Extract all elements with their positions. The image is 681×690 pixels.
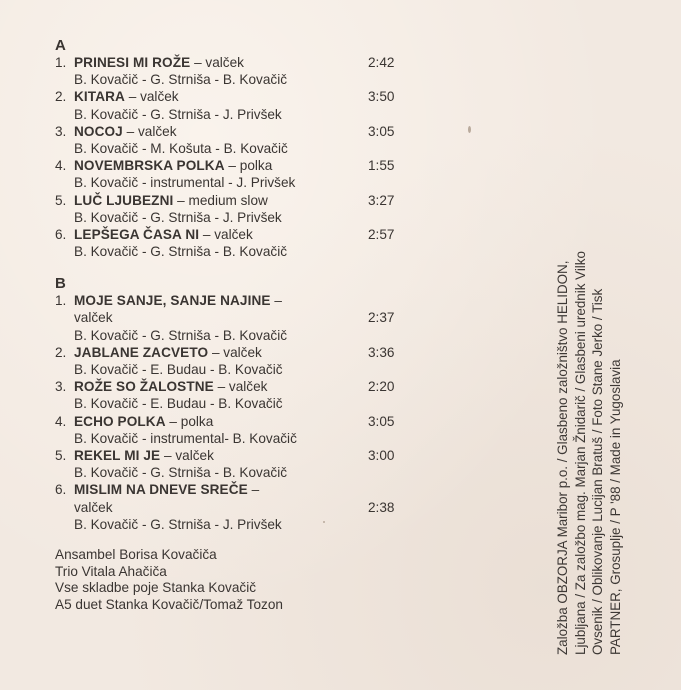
track-title: REKEL MI JE <box>74 447 161 463</box>
track-style: – <box>247 482 260 498</box>
track-style-continued: valček <box>74 310 113 326</box>
colophon-line: PARTNER, Grosuplje / P '88 / Made in Yugoslavia <box>607 359 623 655</box>
track-number: 5. <box>55 447 67 463</box>
track-credit: B. Kovačič - M. Košuta - B. Kovačič <box>74 140 288 156</box>
track-title: ECHO POLKA <box>74 413 166 429</box>
track-style: – valček <box>208 344 262 360</box>
track-style-continued-row <box>55 309 415 326</box>
track-style-continued: valček <box>74 499 113 515</box>
track-style: – valček <box>122 123 177 139</box>
track-title-row <box>55 123 415 140</box>
track-duration: 2:42 <box>368 55 395 70</box>
track-number: 1. <box>55 293 67 309</box>
track-number: 2. <box>55 89 67 105</box>
track-title-row <box>55 88 415 105</box>
colophon-rotated <box>554 115 624 655</box>
side-b-tracks <box>55 292 415 533</box>
performer-line: Vse skladbe poje Stanka Kovačič <box>55 580 257 595</box>
track-title: NOVEMBRSKA POLKA <box>74 158 225 174</box>
track-duration: 1:55 <box>368 158 395 174</box>
track-number: 3. <box>55 123 67 139</box>
track-duration: 3:27 <box>368 192 395 208</box>
track-credit: B. Kovačič - E. Budau - B. Kovačič <box>74 362 283 377</box>
track-title: PRINESI MI ROŽE <box>74 55 191 70</box>
track-duration: 3:05 <box>368 123 395 139</box>
side-a-tracks <box>55 54 415 260</box>
track-credit: B. Kovačič - G. Strniša - B. Kovačič <box>74 72 288 88</box>
track-style: – <box>270 293 282 309</box>
track-title: ROŽE SO ŽALOSTNE <box>74 379 214 395</box>
track-credit: B. Kovačič - G. Strniša - B. Kovačič <box>74 327 288 343</box>
track-number: 5. <box>55 192 67 208</box>
track-number: 2. <box>55 344 67 360</box>
track-number: 3. <box>55 379 67 395</box>
track-title: LUČ LJUBEZNI <box>74 192 174 208</box>
track-credit: B. Kovačič - G. Strniša - J. Privšek <box>74 209 282 225</box>
track-title-row <box>55 157 415 174</box>
track-number: 1. <box>55 55 67 70</box>
track-title: LEPŠEGA ČASA NI <box>74 226 200 242</box>
track-style: – valček <box>199 226 253 242</box>
track-style: – valček <box>124 89 179 105</box>
track-title: KITARA <box>74 89 125 105</box>
track-credit: B. Kovačič - E. Budau - B. Kovačič <box>74 396 283 412</box>
track-duration: 3:00 <box>368 447 395 463</box>
tracklist <box>55 37 415 533</box>
track-title: NOCOJ <box>74 123 123 139</box>
track-credit: B. Kovačič - instrumental- B. Kovačič <box>74 430 297 446</box>
track-duration: 3:05 <box>368 413 395 429</box>
track-title-row <box>55 292 415 309</box>
track-title-row <box>55 226 415 243</box>
track-number: 4. <box>55 413 67 429</box>
track-number: 4. <box>55 158 67 174</box>
track-title: MOJE SANJE, SANJE NAJINE <box>74 293 271 309</box>
performer-line: Ansambel Borisa Kovačiča <box>55 547 217 562</box>
colophon-line: Ovsenik / Oblikovanje Lucijan Bratuš / Foto Stane Jerko / Tisk <box>590 288 605 655</box>
track-credit: B. Kovačič - instrumental - J. Privšek <box>74 175 296 191</box>
track-duration: 2:57 <box>368 226 395 242</box>
track-style: – valček <box>160 447 214 463</box>
track-title-row <box>55 481 415 498</box>
performer-line: A5 duet Stanka Kovačič/Tomaž Tozon <box>55 596 283 612</box>
track-credit: B. Kovačič - G. Strniša - B. Kovačič <box>74 244 288 260</box>
performers-block <box>55 547 283 613</box>
track-title-row <box>55 54 415 71</box>
track-duration: 3:50 <box>368 89 395 105</box>
track-duration: 2:20 <box>368 379 395 395</box>
track-title: JABLANE ZACVETO <box>74 344 209 360</box>
track-duration: 2:38 <box>368 499 395 515</box>
colophon-line: Ljubljana / Za založbo mag. Marjan Žnidarič / Glasbeni urednik Vilko <box>572 251 588 655</box>
colophon-line: Založba OBZORJA Maribor p.o. / Glasbeno založništvo HELIDON, <box>555 260 570 655</box>
track-credit: B. Kovačič - G. Strniša - B. Kovačič <box>74 465 288 481</box>
side-b-label: B <box>55 275 66 293</box>
track-style: – polka <box>224 158 273 174</box>
track-style: – valček <box>190 55 244 70</box>
track-title-row <box>55 413 415 430</box>
track-style-continued-row <box>55 499 415 516</box>
track-title-row <box>55 192 415 209</box>
track-style: – valček <box>213 379 268 395</box>
track-title-row <box>55 344 415 361</box>
track-title-row <box>55 378 415 395</box>
paper-speck <box>468 126 471 133</box>
track-title: MISLIM NA DNEVE SREČE <box>74 482 248 498</box>
side-a-label: A <box>55 37 66 54</box>
track-duration: 3:36 <box>368 344 395 360</box>
track-title-row <box>55 447 415 464</box>
track-credit: B. Kovačič - G. Strniša - J. Privšek <box>74 516 282 532</box>
track-duration: 2:37 <box>368 310 395 326</box>
track-style: – medium slow <box>173 192 268 208</box>
track-number: 6. <box>55 226 67 242</box>
track-credit: B. Kovačič - G. Strniša - J. Privšek <box>74 106 282 122</box>
track-style: – polka <box>165 413 214 429</box>
performer-line: Trio Vitala Ahačiča <box>55 563 167 579</box>
track-number: 6. <box>55 482 67 498</box>
